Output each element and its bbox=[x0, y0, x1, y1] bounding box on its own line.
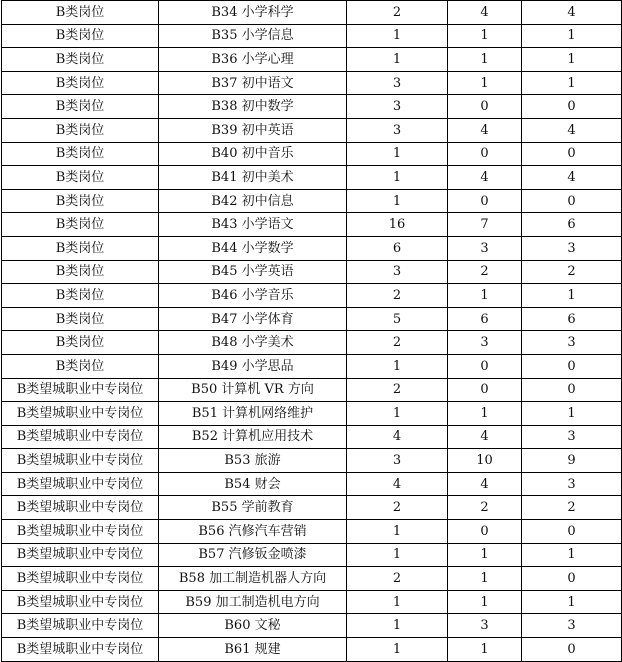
qualified-count-cell: 6 bbox=[522, 307, 622, 331]
qualified-count-cell: 0 bbox=[522, 189, 622, 213]
position-cell: B51 计算机网络维护 bbox=[159, 402, 347, 426]
qualified-count-cell: 9 bbox=[522, 449, 622, 473]
category-cell: B类岗位 bbox=[2, 260, 159, 284]
position-cell: B37 初中语文 bbox=[159, 71, 347, 95]
qualified-count-cell: 0 bbox=[522, 638, 622, 662]
planned-count-cell: 2 bbox=[347, 378, 448, 402]
planned-count-cell: 2 bbox=[347, 331, 448, 355]
applicant-count-cell: 0 bbox=[448, 378, 522, 402]
category-cell: B类岗位 bbox=[2, 1, 159, 25]
qualified-count-cell: 0 bbox=[522, 567, 622, 591]
applicant-count-cell: 1 bbox=[448, 284, 522, 308]
table-row bbox=[2, 1, 622, 25]
planned-count-cell: 1 bbox=[347, 189, 448, 213]
applicant-count-cell: 1 bbox=[448, 567, 522, 591]
applicant-count-cell: 2 bbox=[448, 496, 522, 520]
category-cell: B类岗位 bbox=[2, 284, 159, 308]
table-row bbox=[2, 48, 622, 72]
qualified-count-cell: 3 bbox=[522, 614, 622, 638]
planned-count-cell: 2 bbox=[347, 567, 448, 591]
table-row bbox=[2, 520, 622, 544]
table-row bbox=[2, 166, 622, 190]
planned-count-cell: 6 bbox=[347, 236, 448, 260]
qualified-count-cell: 2 bbox=[522, 496, 622, 520]
applicant-count-cell: 7 bbox=[448, 213, 522, 237]
qualified-count-cell: 3 bbox=[522, 472, 622, 496]
applicant-count-cell: 3 bbox=[448, 331, 522, 355]
table-row bbox=[2, 118, 622, 142]
table-row bbox=[2, 614, 622, 638]
category-cell: B类岗位 bbox=[2, 354, 159, 378]
qualified-count-cell: 3 bbox=[522, 425, 622, 449]
planned-count-cell: 1 bbox=[347, 614, 448, 638]
planned-count-cell: 1 bbox=[347, 590, 448, 614]
category-cell: B类望城职业中专岗位 bbox=[2, 378, 159, 402]
category-cell: B类望城职业中专岗位 bbox=[2, 614, 159, 638]
applicant-count-cell: 0 bbox=[448, 354, 522, 378]
qualified-count-cell: 1 bbox=[522, 590, 622, 614]
category-cell: B类岗位 bbox=[2, 71, 159, 95]
position-cell: B57 汽修钣金喷漆 bbox=[159, 543, 347, 567]
category-cell: B类岗位 bbox=[2, 331, 159, 355]
table-row bbox=[2, 402, 622, 426]
category-cell: B类岗位 bbox=[2, 142, 159, 166]
category-cell: B类望城职业中专岗位 bbox=[2, 449, 159, 473]
table-row bbox=[2, 590, 622, 614]
qualified-count-cell: 4 bbox=[522, 166, 622, 190]
qualified-count-cell: 0 bbox=[522, 142, 622, 166]
position-table bbox=[1, 0, 622, 662]
table-row bbox=[2, 307, 622, 331]
planned-count-cell: 3 bbox=[347, 260, 448, 284]
table-row bbox=[2, 189, 622, 213]
qualified-count-cell: 1 bbox=[522, 543, 622, 567]
applicant-count-cell: 0 bbox=[448, 95, 522, 119]
applicant-count-cell: 4 bbox=[448, 472, 522, 496]
position-cell: B40 初中音乐 bbox=[159, 142, 347, 166]
planned-count-cell: 16 bbox=[347, 213, 448, 237]
category-cell: B类岗位 bbox=[2, 307, 159, 331]
planned-count-cell: 4 bbox=[347, 472, 448, 496]
applicant-count-cell: 0 bbox=[448, 520, 522, 544]
table-row bbox=[2, 331, 622, 355]
qualified-count-cell: 1 bbox=[522, 71, 622, 95]
category-cell: B类岗位 bbox=[2, 118, 159, 142]
position-cell: B58 加工制造机器人方向 bbox=[159, 567, 347, 591]
table-row bbox=[2, 142, 622, 166]
category-cell: B类望城职业中专岗位 bbox=[2, 496, 159, 520]
position-cell: B36 小学心理 bbox=[159, 48, 347, 72]
position-cell: B47 小学体育 bbox=[159, 307, 347, 331]
category-cell: B类望城职业中专岗位 bbox=[2, 402, 159, 426]
position-cell: B46 小学音乐 bbox=[159, 284, 347, 308]
table-row bbox=[2, 449, 622, 473]
table-row bbox=[2, 354, 622, 378]
applicant-count-cell: 0 bbox=[448, 189, 522, 213]
applicant-count-cell: 0 bbox=[448, 142, 522, 166]
applicant-count-cell: 1 bbox=[448, 543, 522, 567]
table-row bbox=[2, 24, 622, 48]
table-row bbox=[2, 260, 622, 284]
qualified-count-cell: 3 bbox=[522, 236, 622, 260]
position-cell: B43 小学语文 bbox=[159, 213, 347, 237]
applicant-count-cell: 3 bbox=[448, 614, 522, 638]
planned-count-cell: 1 bbox=[347, 166, 448, 190]
applicant-count-cell: 4 bbox=[448, 166, 522, 190]
table-row bbox=[2, 213, 622, 237]
position-cell: B34 小学科学 bbox=[159, 1, 347, 25]
applicant-count-cell: 6 bbox=[448, 307, 522, 331]
applicant-count-cell: 4 bbox=[448, 118, 522, 142]
table-row bbox=[2, 71, 622, 95]
table-row bbox=[2, 378, 622, 402]
position-cell: B52 计算机应用技术 bbox=[159, 425, 347, 449]
planned-count-cell: 1 bbox=[347, 638, 448, 662]
category-cell: B类望城职业中专岗位 bbox=[2, 472, 159, 496]
position-cell: B41 初中美术 bbox=[159, 166, 347, 190]
applicant-count-cell: 10 bbox=[448, 449, 522, 473]
position-cell: B56 汽修汽车营销 bbox=[159, 520, 347, 544]
position-cell: B50 计算机 VR 方向 bbox=[159, 378, 347, 402]
applicant-count-cell: 1 bbox=[448, 638, 522, 662]
qualified-count-cell: 3 bbox=[522, 331, 622, 355]
table-row bbox=[2, 567, 622, 591]
qualified-count-cell: 0 bbox=[522, 95, 622, 119]
table-row bbox=[2, 95, 622, 119]
applicant-count-cell: 1 bbox=[448, 71, 522, 95]
planned-count-cell: 1 bbox=[347, 543, 448, 567]
position-cell: B55 学前教育 bbox=[159, 496, 347, 520]
table-row bbox=[2, 496, 622, 520]
category-cell: B类望城职业中专岗位 bbox=[2, 567, 159, 591]
applicant-count-cell: 4 bbox=[448, 1, 522, 25]
category-cell: B类岗位 bbox=[2, 189, 159, 213]
qualified-count-cell: 4 bbox=[522, 118, 622, 142]
applicant-count-cell: 1 bbox=[448, 24, 522, 48]
category-cell: B类望城职业中专岗位 bbox=[2, 590, 159, 614]
qualified-count-cell: 0 bbox=[522, 520, 622, 544]
applicant-count-cell: 1 bbox=[448, 402, 522, 426]
position-cell: B38 初中数学 bbox=[159, 95, 347, 119]
position-cell: B54 财会 bbox=[159, 472, 347, 496]
category-cell: B类岗位 bbox=[2, 236, 159, 260]
planned-count-cell: 3 bbox=[347, 118, 448, 142]
planned-count-cell: 5 bbox=[347, 307, 448, 331]
position-cell: B44 小学数学 bbox=[159, 236, 347, 260]
position-cell: B48 小学美术 bbox=[159, 331, 347, 355]
qualified-count-cell: 1 bbox=[522, 284, 622, 308]
category-cell: B类岗位 bbox=[2, 24, 159, 48]
qualified-count-cell: 1 bbox=[522, 48, 622, 72]
position-cell: B35 小学信息 bbox=[159, 24, 347, 48]
qualified-count-cell: 0 bbox=[522, 354, 622, 378]
table-row bbox=[2, 284, 622, 308]
category-cell: B类望城职业中专岗位 bbox=[2, 520, 159, 544]
applicant-count-cell: 1 bbox=[448, 48, 522, 72]
planned-count-cell: 1 bbox=[347, 354, 448, 378]
applicant-count-cell: 3 bbox=[448, 236, 522, 260]
qualified-count-cell: 2 bbox=[522, 260, 622, 284]
planned-count-cell: 4 bbox=[347, 425, 448, 449]
table-row bbox=[2, 472, 622, 496]
table-row bbox=[2, 638, 622, 662]
qualified-count-cell: 6 bbox=[522, 213, 622, 237]
table-row bbox=[2, 236, 622, 260]
planned-count-cell: 3 bbox=[347, 449, 448, 473]
position-cell: B60 文秘 bbox=[159, 614, 347, 638]
planned-count-cell: 2 bbox=[347, 496, 448, 520]
category-cell: B类望城职业中专岗位 bbox=[2, 425, 159, 449]
position-cell: B49 小学思品 bbox=[159, 354, 347, 378]
category-cell: B类岗位 bbox=[2, 166, 159, 190]
category-cell: B类望城职业中专岗位 bbox=[2, 638, 159, 662]
position-table-body bbox=[2, 1, 622, 662]
category-cell: B类岗位 bbox=[2, 95, 159, 119]
category-cell: B类望城职业中专岗位 bbox=[2, 543, 159, 567]
position-cell: B59 加工制造机电方向 bbox=[159, 590, 347, 614]
applicant-count-cell: 2 bbox=[448, 260, 522, 284]
planned-count-cell: 1 bbox=[347, 48, 448, 72]
position-cell: B39 初中英语 bbox=[159, 118, 347, 142]
position-cell: B42 初中信息 bbox=[159, 189, 347, 213]
table-row bbox=[2, 425, 622, 449]
category-cell: B类岗位 bbox=[2, 213, 159, 237]
applicant-count-cell: 1 bbox=[448, 590, 522, 614]
planned-count-cell: 2 bbox=[347, 1, 448, 25]
planned-count-cell: 1 bbox=[347, 24, 448, 48]
position-cell: B53 旅游 bbox=[159, 449, 347, 473]
planned-count-cell: 1 bbox=[347, 142, 448, 166]
planned-count-cell: 3 bbox=[347, 95, 448, 119]
planned-count-cell: 1 bbox=[347, 402, 448, 426]
table-row bbox=[2, 543, 622, 567]
position-cell: B61 规建 bbox=[159, 638, 347, 662]
qualified-count-cell: 1 bbox=[522, 402, 622, 426]
planned-count-cell: 1 bbox=[347, 520, 448, 544]
qualified-count-cell: 1 bbox=[522, 24, 622, 48]
position-cell: B45 小学英语 bbox=[159, 260, 347, 284]
applicant-count-cell: 4 bbox=[448, 425, 522, 449]
qualified-count-cell: 0 bbox=[522, 378, 622, 402]
planned-count-cell: 2 bbox=[347, 284, 448, 308]
planned-count-cell: 3 bbox=[347, 71, 448, 95]
category-cell: B类岗位 bbox=[2, 48, 159, 72]
qualified-count-cell: 4 bbox=[522, 1, 622, 25]
